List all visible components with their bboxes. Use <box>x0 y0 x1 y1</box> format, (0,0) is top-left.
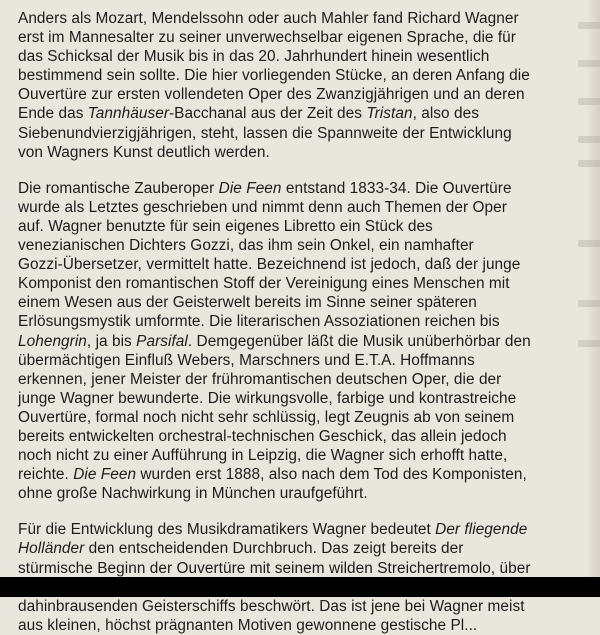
text-run: bereits entwickelten orchestral-technischen Geschick, das allein jedoch <box>18 427 507 445</box>
text-line <box>18 293 574 312</box>
text-run: den entscheidenden Durchbruch. Das zeigt bereits der <box>84 540 464 558</box>
text-run: erst im Mannesalter zu seiner unverwechselbar eigenen Sprache, die für <box>18 29 516 47</box>
text-line <box>18 427 574 446</box>
italic-title: Tristan <box>366 105 413 123</box>
text-run: junge Wagner bewunderte. Die wirkungsvolle, farbige und kontrastreiche <box>18 389 517 407</box>
text-run: übermächtigen Einfluß Webers, Marschners und E.T.A. Hoffmanns <box>18 351 475 369</box>
italic-title: Tannhäuser <box>87 105 169 123</box>
text-run: Ouvertüre zur ersten vollendeten Oper des Zwanzigjährigen und an deren <box>18 86 525 104</box>
text-line <box>18 198 574 217</box>
text-run: Für die Entwicklung des Musikdramatikers Wagner bedeutet <box>18 521 436 539</box>
text-line <box>18 85 574 104</box>
text-run: dahinbrausenden Geisterschiffs beschwört. Das ist jene bei Wagner meist <box>18 597 525 615</box>
text-run: Komponist den romantischen Stoff der Vereinigung eines Menschen mit <box>18 275 510 293</box>
text-line <box>18 351 574 370</box>
document-page <box>18 9 574 635</box>
text-run: noch nicht zu einer Aufführung in Leipzig, die Wagner sich erhofft hatte, <box>18 447 508 465</box>
bleed-through-mark <box>578 340 600 347</box>
text-line <box>18 143 574 162</box>
text-run: venezianischen Dichters Gozzi, das ihm sein Onkel, ein namhafter <box>18 237 474 255</box>
bleed-through-mark <box>578 98 600 105</box>
text-run: ohne große Nachwirkung in München uraufgeführt. <box>18 485 368 503</box>
text-line <box>18 66 574 85</box>
italic-title: Die Feen <box>73 466 137 484</box>
text-line <box>18 370 574 389</box>
text-line <box>18 236 574 255</box>
text-run: wurde als Letztes geschrieben und nimmt denn auch Themen der Oper <box>18 198 507 216</box>
bleed-through-mark <box>578 136 600 143</box>
text-run: auf. Wagner benutzte für sein eigenes Libretto ein Stück des <box>18 217 433 235</box>
italic-title: Lohengrin <box>18 332 87 350</box>
text-run: erkennen, jener Meister der frühromantischen deutschen Oper, die der <box>18 370 502 388</box>
text-line <box>18 539 574 558</box>
text-run: , ja bis <box>86 332 137 350</box>
text-line <box>18 255 574 274</box>
text-line <box>18 484 574 503</box>
text-line <box>18 28 574 47</box>
text-line <box>18 179 574 198</box>
text-run: aus kleinen, höchst prägnanten Motiven gewonnene gestische Pl... <box>18 616 478 634</box>
bleed-through-mark <box>578 160 600 167</box>
text-run: , also des <box>412 105 479 123</box>
text-run: -Bacchanal aus der Zeit des <box>169 105 367 123</box>
text-run: von Wagners Kunst deutlich werden. <box>18 143 270 161</box>
paragraph <box>18 9 574 162</box>
text-line <box>18 559 574 578</box>
text-line <box>18 465 574 484</box>
text-line <box>18 274 574 293</box>
text-line <box>18 408 574 427</box>
text-line <box>18 446 574 465</box>
text-line <box>18 616 574 635</box>
text-run: entstand 1833-34. Die Ouvertüre <box>281 179 512 197</box>
italic-title: Der fliegende <box>435 521 528 539</box>
text-run: Siebenundvierzigjährigen, steht, lassen die Spannweite der Entwicklung <box>18 124 512 142</box>
text-line <box>18 47 574 66</box>
text-run: das Schicksal der Musik bis in das 20. Jahrhundert hinein wesentlich <box>18 48 490 66</box>
paragraph <box>18 179 574 504</box>
text-line <box>18 520 574 539</box>
bleed-through-mark <box>578 300 600 307</box>
scan-bottom-border <box>0 577 600 597</box>
text-line <box>18 104 574 123</box>
text-run: reichte. <box>18 466 74 484</box>
italic-title: Holländer <box>18 540 85 558</box>
bleed-through-mark <box>578 60 600 67</box>
text-run: einem Wesen aus der Geisterwelt bereits im Sinne seiner späteren <box>18 294 477 312</box>
bleed-through-mark <box>578 22 600 29</box>
text-run: Gozzi-Übersetzer, vermittelt hatte. Bezeichnend ist jedoch, daß der junge <box>18 256 521 274</box>
text-run: . Demgegenüber läßt die Musik unüberhörbar den <box>187 332 531 350</box>
text-line <box>18 597 574 616</box>
italic-title: Parsifal <box>136 332 188 350</box>
bleed-through-mark <box>578 240 600 247</box>
text-run: Ouvertüre, formal noch nicht sehr schlüssig, legt Zeugnis ab von seinem <box>18 408 515 426</box>
text-line <box>18 389 574 408</box>
text-run: bestimmend sein sollte. Die hier vorliegenden Stücke, an deren Anfang die <box>18 67 530 85</box>
text-run: Die romantische Zauberoper <box>18 179 219 197</box>
text-line <box>18 9 574 28</box>
text-run: stürmische Beginn der Ouvertüre mit seinem wilden Streichertremolo, über <box>18 559 531 577</box>
text-run: Ende das <box>18 105 88 123</box>
text-line <box>18 332 574 351</box>
italic-title: Die Feen <box>218 179 282 197</box>
text-line <box>18 217 574 236</box>
text-run: Erlösungsmystik umformte. Die literarischen Assoziationen reichen bis <box>18 313 500 331</box>
text-run: wurden erst 1888, also nach dem Tod des Komponisten, <box>136 466 527 484</box>
text-line <box>18 312 574 331</box>
text-run: Anders als Mozart, Mendelssohn oder auch Mahler fand Richard Wagner <box>18 10 519 27</box>
page-edge-shadow <box>586 0 600 597</box>
text-line <box>18 124 574 143</box>
